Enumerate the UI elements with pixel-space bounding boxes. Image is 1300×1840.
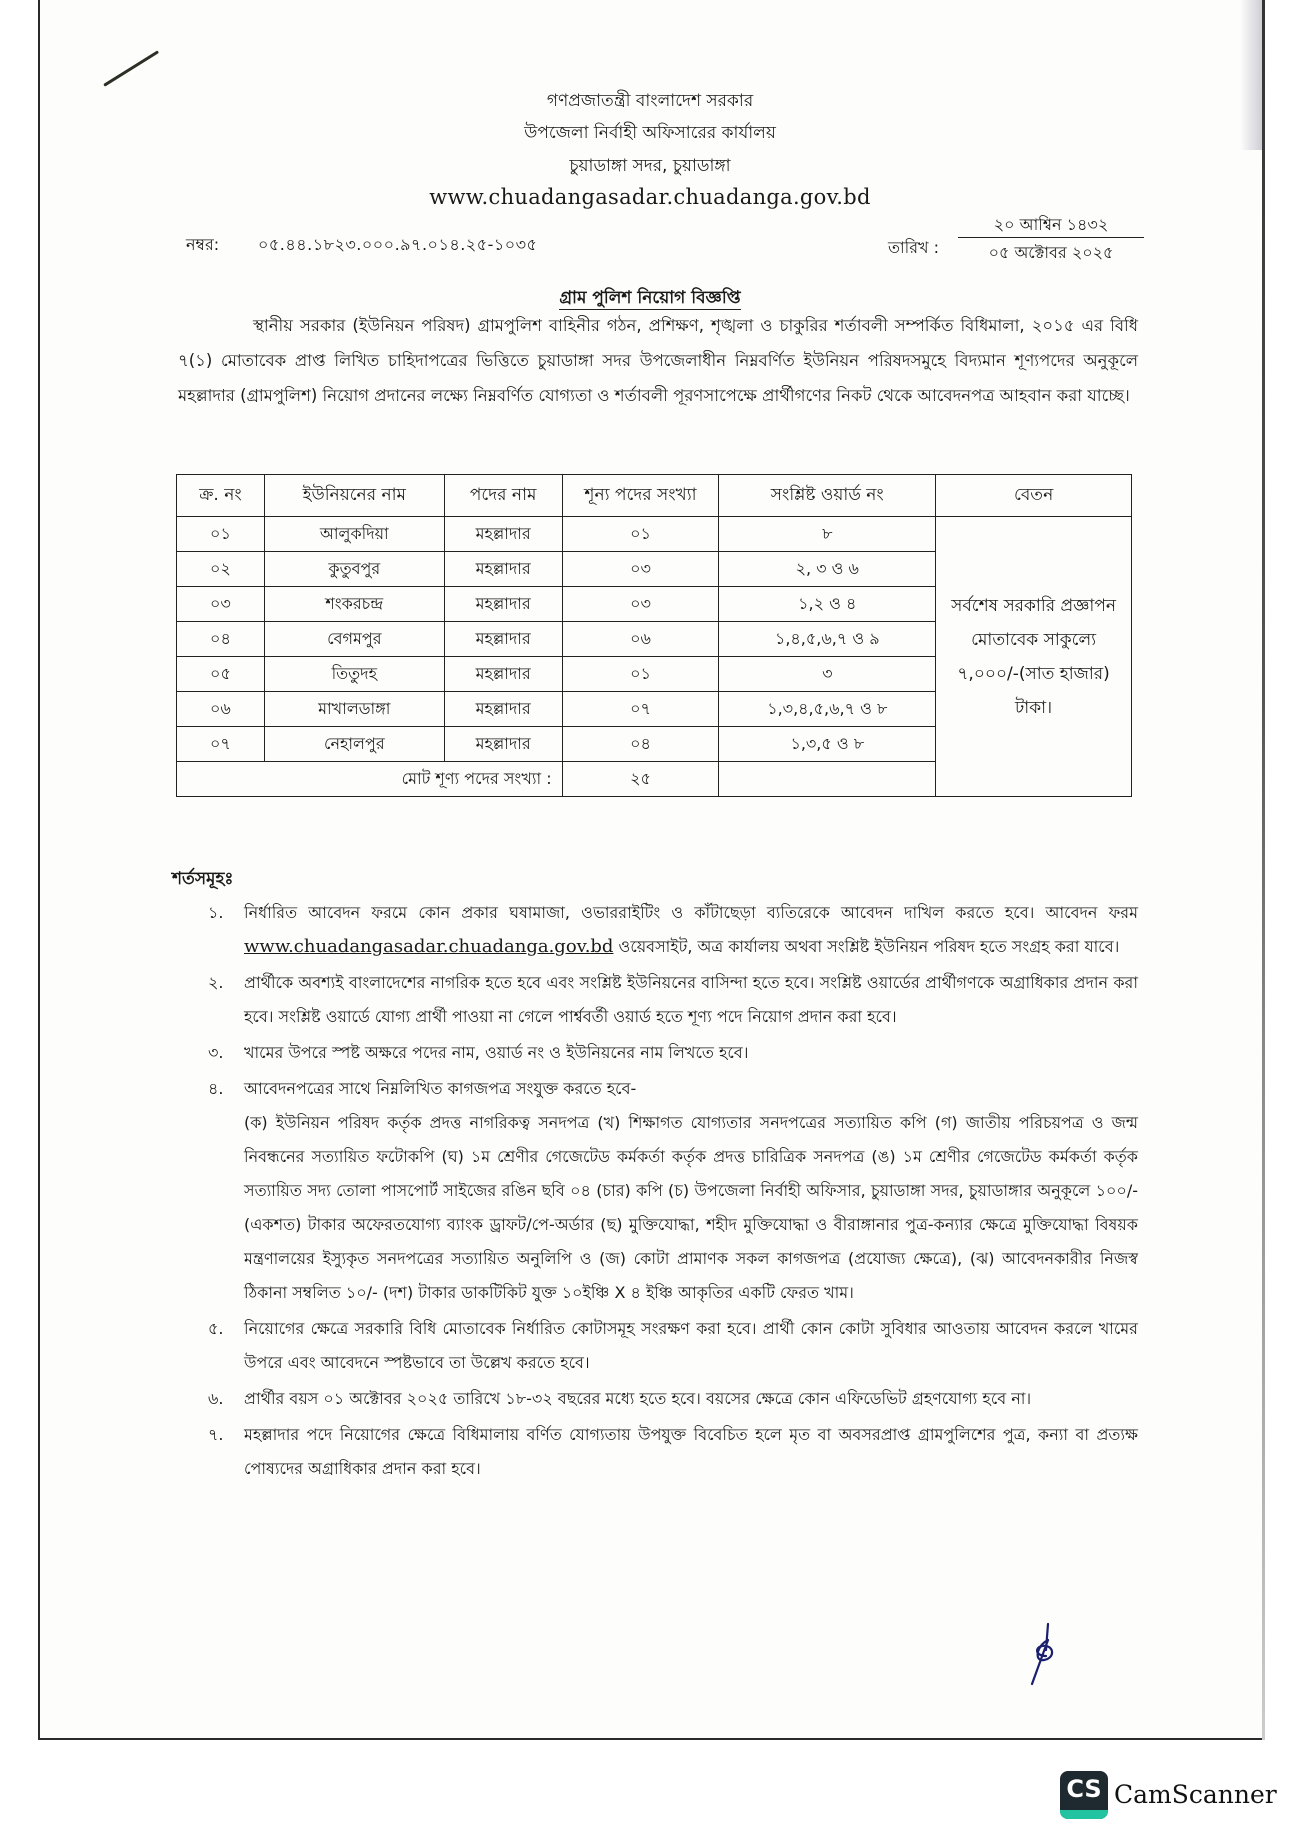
condition-text: আবেদনপত্রের সাথে নিম্নলিখিত কাগজপত্র সংযুক্ত করতে হবে- [244, 1079, 637, 1098]
condition-item [208, 1418, 1138, 1486]
cell-salary: সর্বশেষ সরকারি প্রজ্ঞাপন মোতাবেক সাকুল্যে ৭,০০০/-(সাত হাজার) টাকা। [936, 517, 1132, 797]
camscanner-logo-icon [1060, 1771, 1108, 1819]
condition-number: ৫. [208, 1319, 224, 1338]
condition-item [208, 966, 1138, 1034]
cell-wards: ৩ [719, 657, 936, 692]
cell-vacancies: ০৩ [562, 587, 719, 622]
cell-wards: ১,৩,৫ ও ৮ [719, 727, 936, 762]
cell-union: কুতুবপুর [264, 552, 444, 587]
cell-post: মহল্লাদার [444, 552, 562, 587]
condition-text: প্রার্থীকে অবশ্যই বাংলাদেশের নাগরিক হতে হবে এবং সংশ্লিষ্ট ইউনিয়নের বাসিন্দা হতে হবে। সংশ্লিষ্ট ওয়ার্ডের প্রার্থীগণকে অগ্রাধিকার প্রদান করা হবে। সংশ্লিষ্ট ওয়ার্ডে যোগ্য প্রার্থী পাওয়া না গেলে পার্শ্ববর্তী ওয়ার্ড হতে শূণ্য পদে নিয়োগ প্রদান করা হবে। [244, 973, 1138, 1026]
conditions-list [208, 896, 1138, 1488]
conditions-heading: শর্তসমূহঃ [172, 869, 234, 889]
cell-serial: ০৫ [177, 657, 265, 692]
total-value: ২৫ [562, 762, 719, 797]
notice-title-text: গ্রাম পুলিশ নিয়োগ বিজ্ঞপ্তি [559, 288, 741, 308]
cell-wards: ২, ৩ ও ৬ [719, 552, 936, 587]
condition-text: প্রার্থীর বয়স ০১ অক্টোবর ২০২৫ তারিখে ১৮-৩২ বছরের মধ্যে হতে হবে। বয়সের ক্ষেত্রে কোন এফিডেভিট গ্রহণযোগ্য হবে না। [244, 1389, 1032, 1408]
cell-post: মহল্লাদার [444, 727, 562, 762]
cell-vacancies: ০৪ [562, 727, 719, 762]
cell-union: নেহালপুর [264, 727, 444, 762]
cell-union: মাখালডাঙ্গা [264, 692, 444, 727]
office-website: www.chuadangasadar.chuadanga.gov.bd [429, 185, 871, 209]
col-serial: ক্র. নং [177, 475, 265, 517]
cell-vacancies: ০৩ [562, 552, 719, 587]
cell-wards-empty [719, 762, 936, 797]
table-header-row [177, 475, 1132, 517]
cell-union: তিতুদহ [264, 657, 444, 692]
cell-union: আলুকদিয়া [264, 517, 444, 552]
col-salary: বেতন [936, 475, 1132, 517]
cell-vacancies: ০৭ [562, 692, 719, 727]
condition-text: নিয়োগের ক্ষেত্রে সরকারি বিধি মোতাবেক নির্ধারিত কোটাসমূহ সংরক্ষণ করা হবে। প্রার্থী কোন কোটা সুবিধার আওতায় আবেদন করলে খামের উপরে এবং আবেদনে স্পষ্টভাবে তা উল্লেখ করতে হবে। [244, 1319, 1138, 1372]
col-wards: সংশ্লিষ্ট ওয়ার্ড নং [719, 475, 936, 517]
cell-post: মহল্লাদার [444, 692, 562, 727]
website-link[interactable]: www.chuadangasadar.chuadanga.gov.bd [244, 936, 614, 957]
cell-serial: ০২ [177, 552, 265, 587]
col-vacancies: শূন্য পদের সংখ্যা [562, 475, 719, 517]
office-name: উপজেলা নির্বাহী অফিসারের কার্যালয় [524, 123, 776, 143]
total-label: মোট শূণ্য পদের সংখ্যা : [177, 762, 563, 797]
col-post: পদের নাম [444, 475, 562, 517]
condition-number: ৬. [208, 1389, 224, 1408]
condition-item [208, 1072, 1138, 1310]
camscanner-logo-bar [1060, 1810, 1108, 1819]
cell-post: মহল্লাদার [444, 587, 562, 622]
table-row [177, 517, 1132, 552]
condition-item [208, 1382, 1138, 1416]
cell-post: মহল্লাদার [444, 657, 562, 692]
intro-paragraph: স্থানীয় সরকার (ইউনিয়ন পরিষদ) গ্রামপুলিশ বাহিনীর গঠন, প্রশিক্ষণ, শৃঙ্খলা ও চাকুরির শর্তাবলী সম্পর্কিত বিধিমালা, ২০১৫ এর বিধি ৭(১) মোতাবেক প্রাপ্ত লিখিত চাহিদাপত্রের ভিত্তিতে চুয়াডাঙ্গা সদর উপজেলাধীন নিম্নবর্ণিত ইউনিয়ন পরিষদসমুহে বিদ্যমান শূণ্যপদের অনুকূলে মহল্লাদার (গ্রামপুলিশ) নিয়োগ প্রদানের লক্ষ্যে নিম্নবর্ণিত যোগ্যতা ও শর্তাবলী পূরণসাপেক্ষে প্রার্থীগণের নিকট থেকে আবেদনপত্র আহবান করা যাচ্ছে। [178, 316, 1138, 405]
cell-serial: ০৩ [177, 587, 265, 622]
condition-number: ২. [208, 973, 224, 992]
condition-text: খামের উপরে স্পষ্ট অক্ষরে পদের নাম, ওয়ার্ড নং ও ইউনিয়নের নাম লিখতে হবে। [244, 1043, 749, 1062]
govt-name: গণপ্রজাতন্ত্রী বাংলাদেশ সরকার [546, 91, 754, 111]
condition-text-cont: ওয়েবসাইট, অত্র কার্যালয় অথবা সংশ্লিষ্ট ইউনিয়ন পরিষদ হতে সংগ্রহ করা যাবে। [613, 937, 1120, 956]
condition-number: ৩. [208, 1043, 224, 1062]
cell-post: মহল্লাদার [444, 517, 562, 552]
condition-item [208, 1312, 1138, 1380]
cell-union: বেগমপুর [264, 622, 444, 657]
condition-number: ৪. [208, 1079, 224, 1098]
required-documents: (ক) ইউনিয়ন পরিষদ কর্তৃক প্রদত্ত নাগরিকত্ব সনদপত্র (খ) শিক্ষাগত যোগ্যতার সনদপত্রের সত্যায়িত কপি (গ) জাতীয় পরিচয়পত্র ও জন্ম নিবন্ধনের সত্যায়িত ফটোকপি (ঘ) ১ম শ্রেণীর গেজেটেড কর্মকর্তা কর্তৃক প্রদত্ত চারিত্রিক সনদপত্র (ঙ) ১ম শ্রেণীর গেজেটেড কর্মকর্তা কর্তৃক সত্যায়িত সদ্য তোলা পাসপোর্ট সাইজের রঙিন ছবি ০৪ (চার) কপি (চ) উপজেলা নির্বাহী অফিসার, চুয়াডাঙ্গা সদর, চুয়াডাঙ্গার অনুকূলে ১০০/- (একশত) টাকার অফেরতযোগ্য ব্যাংক ড্রাফট/পে-অর্ডার (ছ) মুক্তিযোদ্ধা, শহীদ মুক্তিযোদ্ধা ও বীরাঙ্গানার পুত্র-কন্যার ক্ষেত্রে মুক্তিযোদ্ধা বিষয়ক মন্ত্রণালয়ের ইস্যুকৃত সনদপত্রের সত্যায়িত অনুলিপি ও (জ) কোটা প্রামাণক সকল কাগজপত্র (প্রযোজ্য ক্ষেত্রে), (ঝ) আবেদনকারীর নিজস্ব ঠিকানা সম্বলিত ১০/- (দশ) টাকার ডাকটিকিট যুক্ত ১০ইঞ্চি X ৪ ইঞ্চি আকৃতির একটি ফেরত খাম। [244, 1113, 1138, 1302]
cell-wards: ৮ [719, 517, 936, 552]
condition-number: ৭. [208, 1425, 224, 1444]
cell-serial: ০৭ [177, 727, 265, 762]
camscanner-logo-text: CS [1066, 1775, 1102, 1803]
condition-item [208, 896, 1138, 964]
cell-vacancies: ০১ [562, 517, 719, 552]
date-block [958, 212, 1144, 266]
condition-text: নির্ধারিত আবেদন ফরমে কোন প্রকার ঘষামাজা, ওভাররাইটিং ও কাঁটাছেড়া ব্যতিরেকে আবেদন দাখিল করতে হবে। আবেদন ফরম [244, 903, 1138, 922]
cell-vacancies: ০১ [562, 657, 719, 692]
page-edge [1262, 0, 1265, 1740]
cell-union: শংকরচন্দ্র [264, 587, 444, 622]
cell-wards: ১,২ ও ৪ [719, 587, 936, 622]
condition-text: মহল্লাদার পদে নিয়োগের ক্ষেত্রে বিধিমালায় বর্ণিত যোগ্যতায় উপযুক্ত বিবেচিত হলে মৃত বা অবসরপ্রাপ্ত গ্রামপুলিশের পুত্র, কন্যা বা প্রত্যক্ষ পোষ্যদের অগ্রাধিকার প্রদান করা হবে। [244, 1425, 1138, 1478]
condition-number: ১. [208, 903, 224, 922]
cell-serial: ০১ [177, 517, 265, 552]
vacancy-table [176, 474, 1132, 797]
date-english: ০৫ অক্টোবর ২০২৫ [988, 243, 1114, 262]
date-label: তারিখ : [888, 238, 940, 257]
cell-vacancies: ০৬ [562, 622, 719, 657]
camscanner-brand: CamScanner [1114, 1780, 1277, 1809]
office-location: চুয়াডাঙ্গা সদর, চুয়াডাঙ্গা [569, 156, 731, 176]
cell-serial: ০৪ [177, 622, 265, 657]
cell-post: মহল্লাদার [444, 622, 562, 657]
col-union: ইউনিয়নের নাম [264, 475, 444, 517]
reference-label: নম্বর: [186, 235, 220, 254]
date-bangla: ২০ আশ্বিন ১৪৩২ [958, 212, 1144, 238]
cell-serial: ০৬ [177, 692, 265, 727]
cell-wards: ১,৪,৫,৬,৭ ও ৯ [719, 622, 936, 657]
condition-item [208, 1036, 1138, 1070]
signature [1018, 1620, 1068, 1692]
reference-number: ০৫.৪৪.১৮২৩.০০০.৯৭.০১৪.২৫-১০৩৫ [258, 235, 538, 254]
cell-wards: ১,৩,৪,৫,৬,৭ ও ৮ [719, 692, 936, 727]
